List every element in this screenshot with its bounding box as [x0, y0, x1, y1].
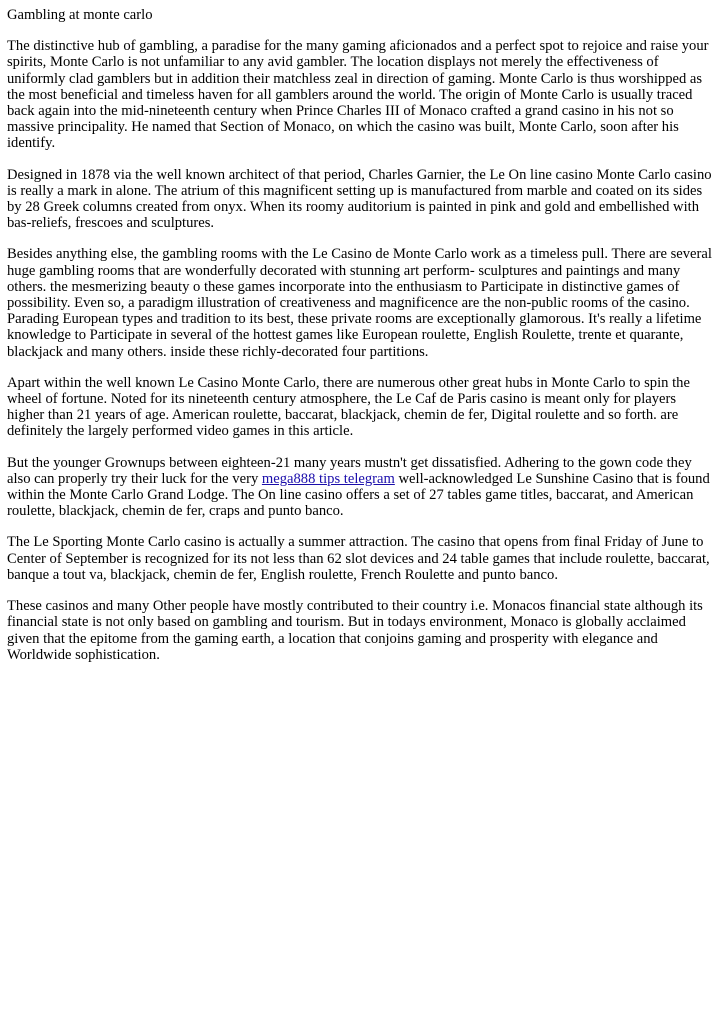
paragraph-younger-adults [7, 455, 712, 520]
paragraph-sporting-casino: The Le Sporting Monte Carlo casino is actually a summer attraction. The casino that opens from final Friday of June to Center of September is recognized for its not less than 62 slot devices and 24 table games that include roulette, baccarat, banque a tout va, blackjack, chemin de fer, English roulette, French Roulette and punto banco. [7, 534, 710, 583]
paragraph-intro: The distinctive hub of gambling, a paradise for the many gaming aficionados and a perfect spot to rejoice and raise your spirits, Monte Carlo is not unfamiliar to any avid gambler. The location displays not merely the effectiveness of uniformly clad gamblers but in addition their matchless zeal in direction of gaming. Monte Carlo is thus worshipped as the most beneficial and timeless haven for all gamblers around the world. The origin of Monte Carlo is usually traced back again into the mid-nineteenth century when Prince Charles III of Monaco crafted a grand casino in his not so massive principality. He named that Section of Monaco, on which the casino was built, Monte Carlo, soon after his identify. [7, 38, 709, 152]
paragraph-text-after-link: well-acknowledged Le Sunshine Casino that is found within the Monte Carlo Grand Lodge. The On line casino offers a set of 27 tables game titles, baccarat, and American roulette, blackjack, chemin de fer, craps and punto banco. [7, 470, 710, 520]
paragraph-text-before-link: But the younger Grownups between eighteen-21 many years mustn't get dissatisfied. Adhering to the gown code they also can properly try their luck for the very [7, 454, 692, 487]
paragraph-architecture: Designed in 1878 via the well known architect of that period, Charles Garnier, the Le On line casino Monte Carlo casino is really a mark in alone. The atrium of this magnificent setting up is manufactured from marble and coated on its sides by 28 Greek columns created from onyx. When its roomy auditorium is painted in pink and gold and embellished with bas-reliefs, frescoes and sculptures. [7, 166, 712, 232]
mega888-tips-link[interactable]: mega888 tips telegram [261, 470, 395, 487]
paragraph-conclusion: These casinos and many Other people have mostly contributed to their country i.e. Monacos financial state although its financial state is not only based on gambling and tourism. But in todays environment, Monaco is globally acclaimed given that the epitome from the gaming earth, a location that conjoins gaming and prosperity with elegance and Worldwide sophistication. [7, 598, 703, 663]
paragraph-gambling-rooms: Besides anything else, the gambling rooms with the Le Casino de Monte Carlo work as a timeless pull. There are several huge gambling rooms that are wonderfully decorated with stunning art perform- sculptures and paintings and many others. the mesmerizing beauty o these games incorporate into the enthusiasm to Participate in distinctive games of possibility. Even so, a paradigm illustration of creativeness and magnificence are the non-public rooms of the casino. Parading European types and tradition to its best, these private rooms are exceptionally glamorous. It's really a lifetime knowledge to Participate in several of the hottest games like European roulette, English Roulette, trente et quarante, blackjack and many others. inside these richly-decorated four partitions. [7, 246, 712, 360]
paragraph-other-hubs: Apart within the well known Le Casino Monte Carlo, there are numerous other great hubs in Monte Carlo to spin the wheel of fortune. Noted for its nineteenth century atmosphere, the Le Caf de Paris casino is meant only for players higher than 21 years of age. American roulette, baccarat, blackjack, chemin de fer, Digital roulette and so forth. are definitely the largely performed video games in this article. [7, 374, 690, 440]
page-title: Gambling at monte carlo [7, 7, 153, 23]
